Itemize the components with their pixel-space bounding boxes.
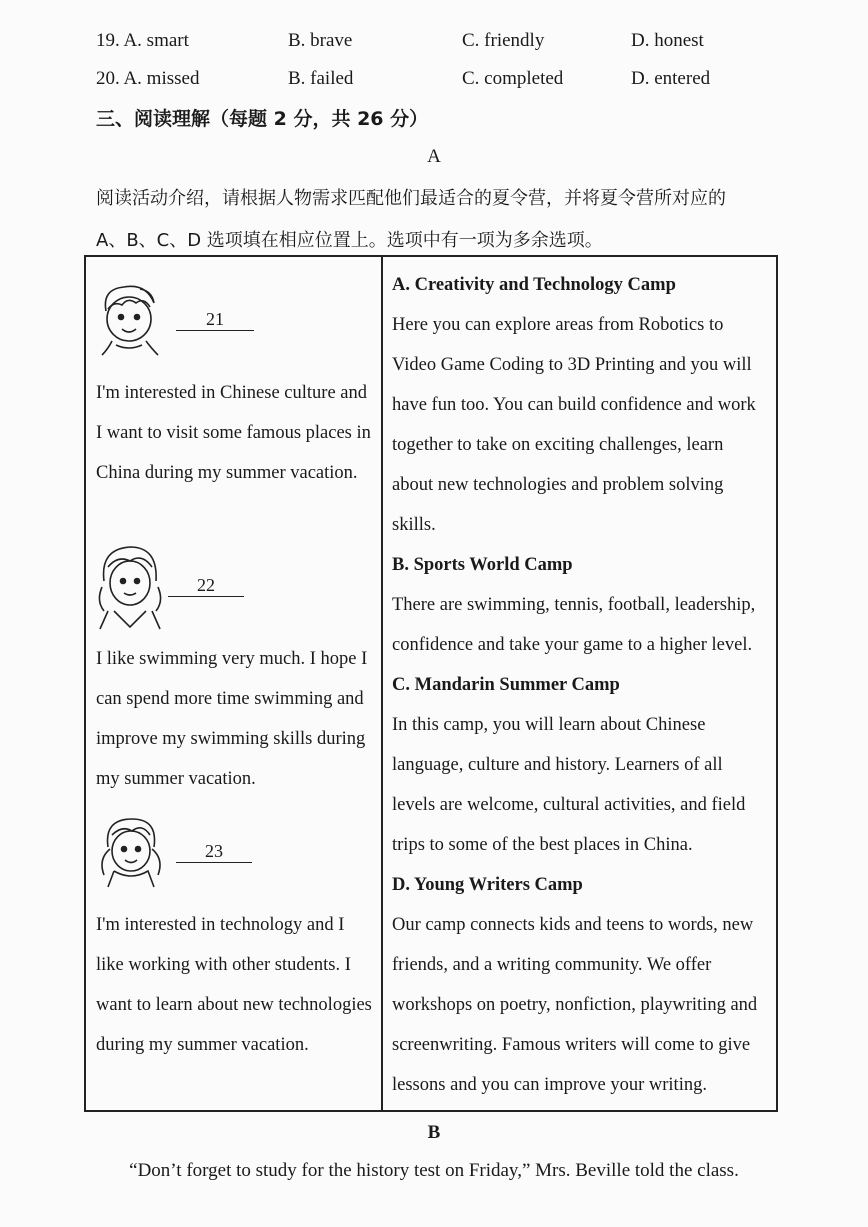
girl-avatar-icon <box>94 541 166 631</box>
person-23-text: I'm interested in technology and I like working with other students. I want to learn about new technologies during my summer vacation. <box>96 915 372 1055</box>
girl-pigtails-avatar-icon <box>94 813 168 889</box>
camp-b-title: B. Sports World Camp <box>392 555 573 575</box>
instruction-line-2: A、B、C、D 选项填在相应位置上。选项中有一项为多余选项。 <box>96 230 603 251</box>
camp-a-description: Here you can explore areas from Robotics to Video Game Coding to 3D Printing and you will have fun too. You can build confidence and work together to take on exciting challenges, learn about new technologies and problem solving skills. <box>392 315 756 535</box>
option-20-b: B. failed <box>288 68 354 89</box>
passage-b-first-line: “Don’t forget to study for the history test on Friday,” Mrs. Beville told the class. <box>129 1160 739 1181</box>
camp-d-description: Our camp connects kids and teens to words, new friends, and a writing community. We offer workshops on poetry, nonfiction, playwriting and screenwriting. Famous writers will come to give lessons and you can improve your writing. <box>392 915 758 1095</box>
section-heading: 三、阅读理解（每题 2 分，共 26 分） <box>96 108 429 130</box>
option-19-b: B. brave <box>288 30 353 51</box>
passage-a-label: A <box>427 146 441 167</box>
option-19-a: 19. A. smart <box>96 30 189 51</box>
option-20-d: D. entered <box>631 68 711 89</box>
option-20-a: 20. A. missed <box>96 68 200 89</box>
option-20-c: C. completed <box>462 68 564 89</box>
answer-blank-22[interactable]: 22 <box>168 575 244 597</box>
table-divider <box>381 257 383 1110</box>
camp-c <box>392 665 768 865</box>
camp-d <box>392 865 768 1105</box>
camp-d-title: D. Young Writers Camp <box>392 875 583 895</box>
camp-a-title: A. Creativity and Technology Camp <box>392 275 676 295</box>
camp-a <box>392 265 768 545</box>
matching-table <box>84 255 778 1112</box>
person-22-text: I like swimming very much. I hope I can spend more time swimming and improve my swimming skills during my summer vacation. <box>96 649 368 789</box>
boy-avatar-icon <box>94 279 164 357</box>
camp-b-description: There are swimming, tennis, football, leadership, confidence and take your game to a higher level. <box>392 595 756 655</box>
passage-b-label: B <box>427 1122 441 1143</box>
person-21-text: I'm interested in Chinese culture and I want to visit some famous places in China during my summer vacation. <box>96 383 371 483</box>
camp-c-description: In this camp, you will learn about Chinese language, culture and history. Learners of all levels are welcome, cultural activities, and field trips to some of the best places in China. <box>392 715 746 855</box>
camp-c-title: C. Mandarin Summer Camp <box>392 675 620 695</box>
instruction-line-1: 阅读活动介绍，请根据人物需求匹配他们最适合的夏令营，并将夏令营所对应的 <box>96 188 726 209</box>
answer-blank-21[interactable]: 21 <box>176 309 254 331</box>
option-19-c: C. friendly <box>462 30 545 51</box>
answer-blank-23[interactable]: 23 <box>176 841 252 863</box>
option-19-d: D. honest <box>631 30 704 51</box>
camp-b <box>392 545 768 665</box>
